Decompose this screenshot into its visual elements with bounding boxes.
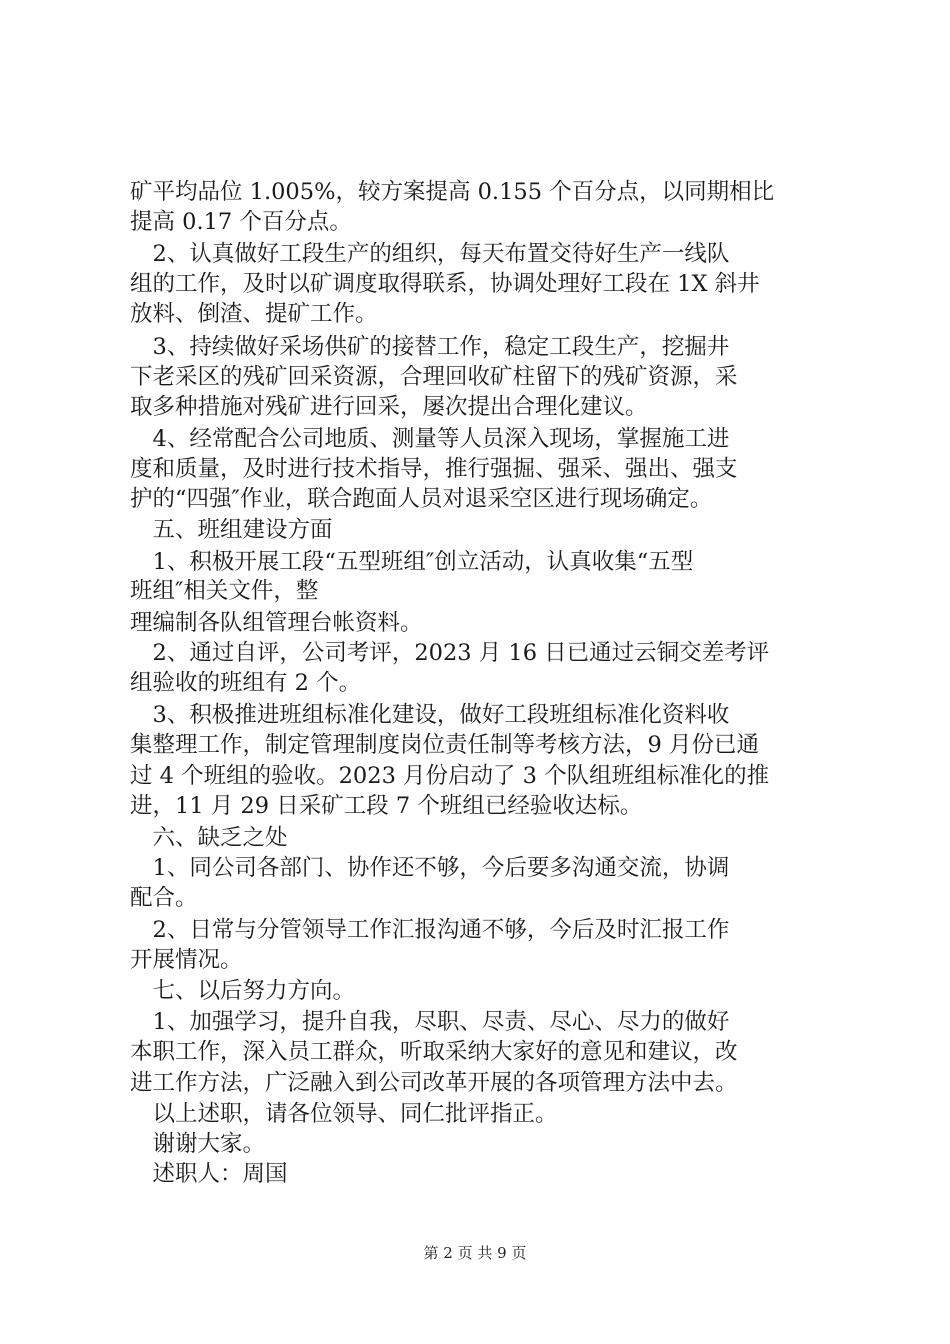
text-line-19: 集整理工作，制定管理制度岗位责任制等考核方法，9 月份已通 xyxy=(130,732,759,758)
text-line-11: 护的“四强″作业，联合跑面人员对退采空区进行现场确定。 xyxy=(130,486,713,512)
text-line-14: 班组″相关文件，整 xyxy=(130,578,319,604)
section-heading-5: 五、班组建设方面 xyxy=(130,517,333,543)
text-line-7: 下老采区的残矿回采资源，合理回收矿柱留下的残矿资源，采 xyxy=(130,364,738,390)
text-line-18: 3、积极推进班组标准化建设，做好工段班组标准化资料收 xyxy=(130,702,730,728)
thanks-line: 谢谢大家。 xyxy=(130,1131,266,1157)
text-line-13: 1、积极开展工段“五型班组″创立活动，认真收集“五型 xyxy=(130,549,694,575)
text-line-2: 提高 0.17 个百分点。 xyxy=(130,209,352,235)
page-number-footer: 第 2 页 共 9 页 xyxy=(423,1244,527,1262)
text-line-30: 进工作方法，广泛融入到公司改革开展的各项管理方法中去。 xyxy=(130,1070,738,1096)
text-line-17: 组验收的班组有 2 个。 xyxy=(130,670,362,696)
text-line-24: 配合。 xyxy=(130,885,198,911)
text-line-15: 理编制各队组管理台帐资料。 xyxy=(130,610,423,636)
text-line-10: 度和质量，及时进行技术指导，推行强掘、强采、强出、强支 xyxy=(130,456,738,482)
text-line-1: 矿平均品位 1.005%，较方案提高 0.155 个百分点，以同期相比 xyxy=(130,179,775,205)
signature-line: 述职人：周国 xyxy=(130,1161,288,1187)
text-line-25: 2、日常与分管领导工作汇报沟通不够，今后及时汇报工作 xyxy=(130,917,730,943)
text-line-20: 过 4 个班组的验收。2023 月份启动了 3 个队组班组标准化的推 xyxy=(130,763,770,789)
text-line-16: 2、通过自评，公司考评，2023 月 16 日已通过云铜交差考评 xyxy=(130,640,770,666)
text-line-3: 2、认真做好工段生产的组织，每天布置交待好生产一线队 xyxy=(130,241,730,267)
closing-line: 以上述职，请各位领导、同仁批评指正。 xyxy=(130,1101,558,1127)
text-line-29: 本职工作，深入员工群众，听取采纳大家好的意见和建议，改 xyxy=(130,1039,738,1065)
text-line-21: 进，11 月 29 日采矿工段 7 个班组已经验收达标。 xyxy=(130,793,643,819)
text-line-28: 1、加强学习，提升自我，尽职、尽责、尽心、尽力的做好 xyxy=(130,1009,730,1035)
text-line-23: 1、同公司各部门、协作还不够，今后要多沟通交流，协调 xyxy=(130,855,730,881)
text-line-5: 放料、倒渣、提矿工作。 xyxy=(130,301,378,327)
section-heading-7: 七、以后努力方向。 xyxy=(130,978,356,1004)
text-line-26: 开展情况。 xyxy=(130,947,243,973)
section-heading-6: 六、缺乏之处 xyxy=(130,825,288,851)
text-line-8: 取多种措施对残矿进行回采，屡次提出合理化建议。 xyxy=(130,394,648,420)
text-line-4: 组的工作，及时以矿调度取得联系，协调处理好工段在 1X 斜井 xyxy=(130,271,760,297)
text-line-9: 4、经常配合公司地质、测量等人员深入现场，掌握施工进 xyxy=(130,426,730,452)
text-line-6: 3、持续做好采场供矿的接替工作，稳定工段生产，挖掘井 xyxy=(130,334,730,360)
